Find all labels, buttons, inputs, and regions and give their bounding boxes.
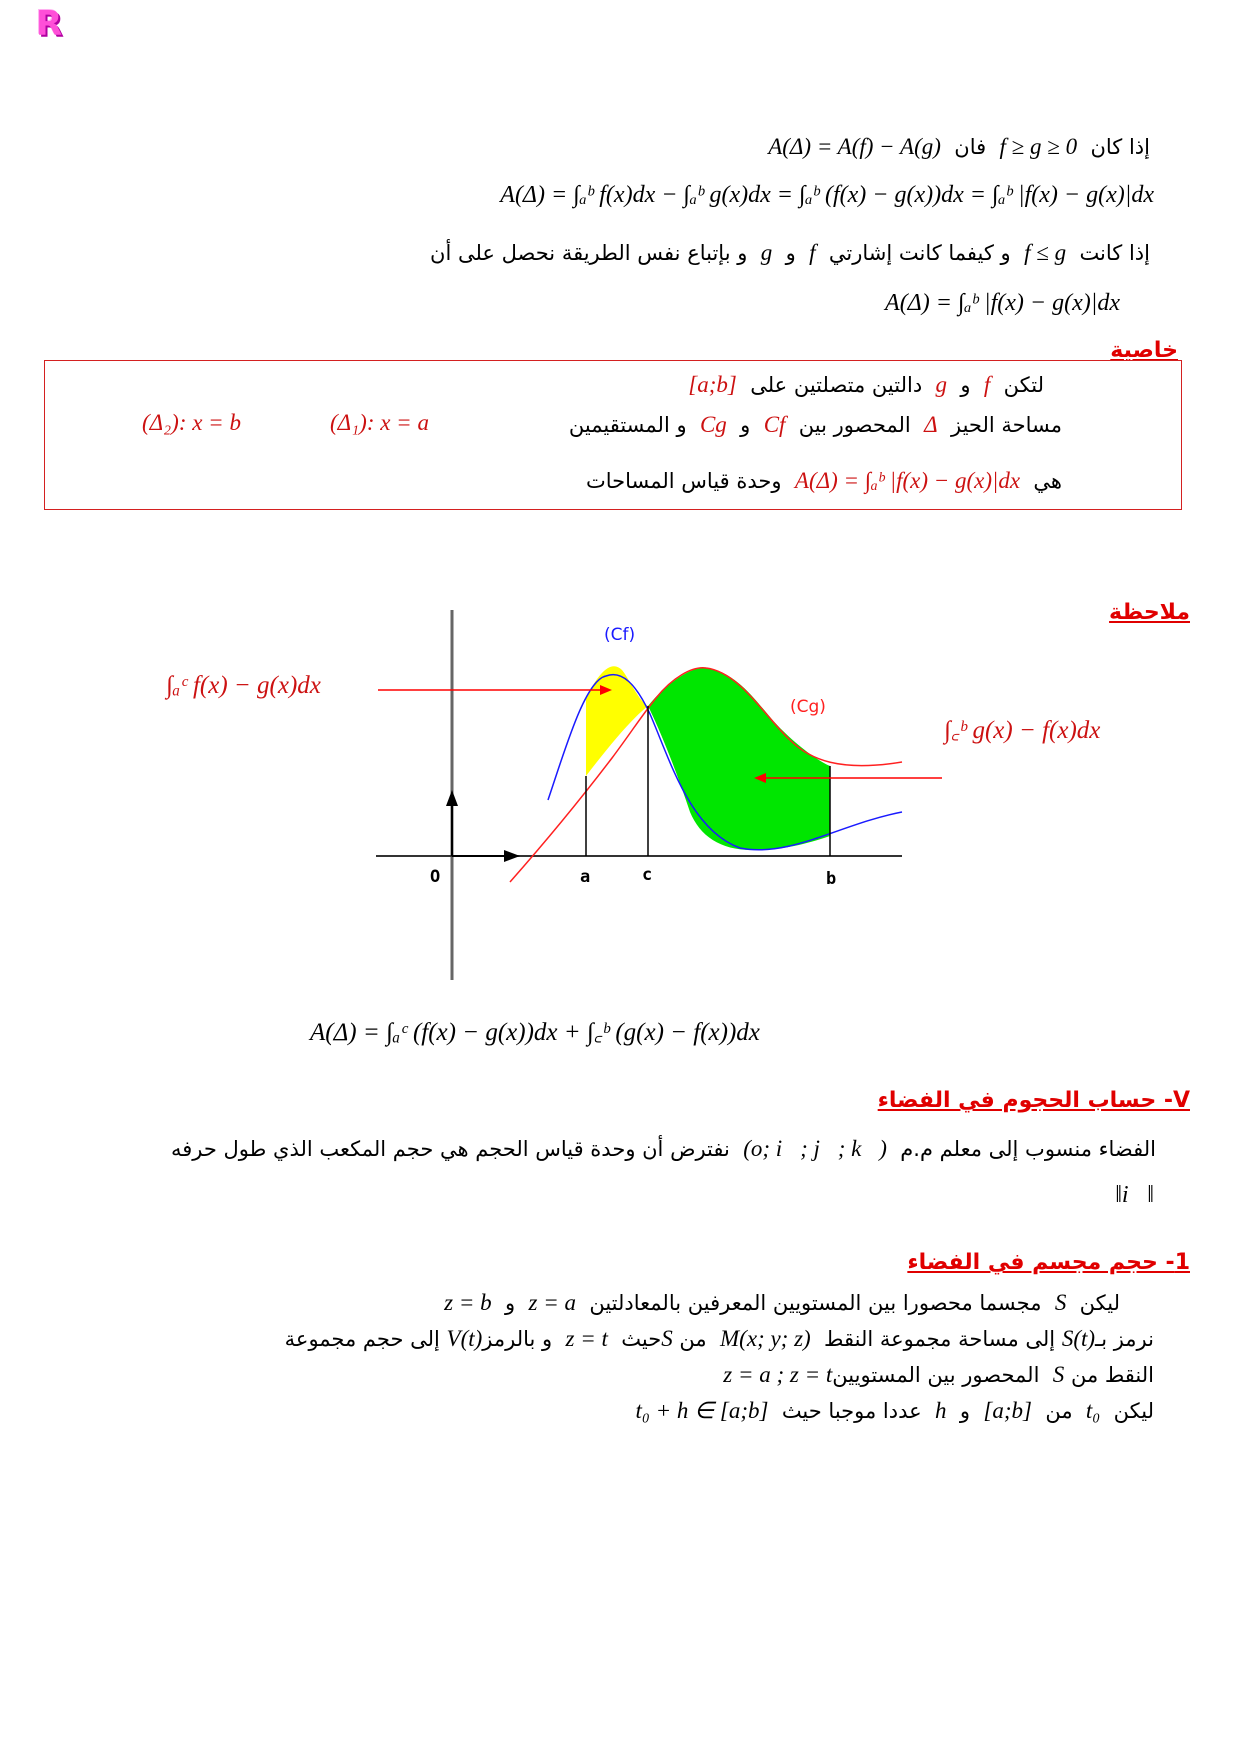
label-cf: (Cf) xyxy=(604,625,636,645)
region-g-above-f xyxy=(648,668,830,850)
symbol-f: f xyxy=(983,372,991,397)
volumes-heading: V- حساب الحجوم في الفضاء xyxy=(877,1088,1190,1113)
text-let: لتكن xyxy=(1003,373,1044,397)
text-and: و xyxy=(740,413,751,437)
condition-f-ge-g: f ≥ g ≥ 0 xyxy=(999,134,1078,159)
text-and: و xyxy=(504,1291,516,1315)
text-solid-between: مجسما محصورا بين المستويين المعرفين بالمعادلتين xyxy=(589,1291,1042,1315)
formula-area-expansion: A(Δ) = ∫ₐᵇ f(x)dx − ∫ₐᵇ g(x)dx = ∫ₐᵇ (f(x) − g(x))dx = ∫ₐᵇ |f(x) − g(x)|dx xyxy=(500,182,1154,208)
text-space-frame: الفضاء منسوب إلى معلم م.م xyxy=(900,1137,1156,1161)
i-vector-arrow xyxy=(504,850,520,862)
solid-line-2 xyxy=(285,1326,1154,1352)
symbol-s: S xyxy=(661,1326,673,1351)
frame-o-i-j-k: (o; i⃗; j⃗; k⃗) xyxy=(743,1136,887,1161)
symbol-delta: Δ xyxy=(924,412,938,437)
label-b: b xyxy=(826,869,837,889)
plane-z-a: z = a xyxy=(528,1290,576,1315)
solid-heading: 1- حجم مجسم في الفضاء xyxy=(907,1250,1190,1275)
symbol-s-t: S(t) xyxy=(1061,1326,1096,1351)
text-of: من xyxy=(679,1327,707,1351)
text-and: و xyxy=(960,373,971,397)
symbol-s: S xyxy=(1054,1290,1067,1315)
symbol-f: f xyxy=(809,240,816,265)
text-is: هي xyxy=(1033,469,1062,493)
text-whatever-signs: و كيفما كانت إشارتي xyxy=(828,241,1011,265)
label-a: a xyxy=(580,867,591,887)
integral-a-to-c: ∫ₐᶜ f(x) − g(x)dx xyxy=(166,672,321,699)
text-bounded-between: المحصور بين xyxy=(798,413,911,437)
text-then: فان xyxy=(954,135,987,159)
text-denote: نرمز بـ xyxy=(1095,1327,1154,1351)
symbol-g: g xyxy=(760,240,773,265)
line-delta-2: (Δ₂): x = b xyxy=(142,410,241,435)
label-c: c xyxy=(642,865,653,885)
text-area-region: مساحة الحيز xyxy=(950,413,1062,437)
line-if-f-ge-g xyxy=(768,134,1150,160)
text-between-planes: المحصور بين المستويين xyxy=(832,1363,1040,1387)
text-and: و xyxy=(959,1399,971,1423)
formula-area-abs: A(Δ) = ∫ₐᵇ |f(x) − g(x)|dx xyxy=(885,290,1120,316)
text-same-method: و بإتباع نفس الطريقة نحصل على أن xyxy=(430,241,748,265)
formula-total-area: A(Δ) = ∫ₐᶜ (f(x) − g(x))dx + ∫꜀ᵇ (g(x) − f(x))dx xyxy=(310,1019,760,1046)
text-volume-set: إلى حجم مجموعة xyxy=(284,1327,440,1351)
property-heading: خاصية xyxy=(1110,338,1178,363)
property-line-1 xyxy=(688,372,1044,398)
property-line-2 xyxy=(569,412,1062,438)
text-and-symbol: و بالرمز xyxy=(482,1327,553,1351)
condition-f-le-g: f ≤ g xyxy=(1024,240,1067,265)
text-area-unit: وحدة قياس المساحات xyxy=(585,469,782,493)
text-let: ليكن xyxy=(1113,1399,1154,1423)
line-delta-1: (Δ₁): x = a xyxy=(330,410,429,435)
text-area-set: إلى مساحة مجموعة النقط xyxy=(824,1327,1056,1351)
planes-z-a-z-t: z = a ; z = t xyxy=(723,1362,833,1387)
formula-area-diff: A(Δ) = A(f) − A(g) xyxy=(768,134,941,159)
note-heading: ملاحظة xyxy=(1109,600,1190,625)
label-origin: O xyxy=(430,867,441,887)
norm-i: ‖i⃗‖ xyxy=(1115,1182,1154,1208)
integral-c-to-b: ∫꜀ᵇ g(x) − f(x)dx xyxy=(944,717,1101,744)
label-cg: (Cg) xyxy=(790,697,826,717)
symbol-cf: Cf xyxy=(763,412,786,437)
symbol-h: h xyxy=(935,1398,947,1423)
text-from: من xyxy=(1045,1399,1073,1423)
line-if-f-le-g xyxy=(430,240,1150,266)
text-where: حيث xyxy=(621,1327,662,1351)
formula-area-property: A(Δ) = ∫ₐᵇ |f(x) − g(x)|dx xyxy=(794,468,1021,493)
interval-a-b: [a;b] xyxy=(983,1398,1032,1423)
volumes-line-1 xyxy=(171,1136,1156,1162)
condition-t0-h: t₀ + h ∈ [a;b] xyxy=(635,1398,769,1423)
logo-mark: R xyxy=(36,4,63,44)
text-and-lines: و المستقيمين xyxy=(568,413,687,437)
text-if: إذا كان xyxy=(1090,135,1150,159)
symbol-t0: t₀ xyxy=(1085,1398,1101,1423)
symbol-cg: Cg xyxy=(699,412,727,437)
property-line-3 xyxy=(586,468,1062,494)
text-if-2: إذا كانت xyxy=(1079,241,1150,265)
solid-line-1 xyxy=(444,1290,1120,1316)
text-let: ليكن xyxy=(1079,1291,1120,1315)
plane-z-t: z = t xyxy=(565,1326,608,1351)
point-m: M(x; y; z) xyxy=(720,1326,811,1351)
solid-line-3 xyxy=(723,1362,1154,1388)
text-positive-number: عددا موجبا حيث xyxy=(781,1399,922,1423)
symbol-g: g xyxy=(935,372,948,397)
text-points-of: النقط من xyxy=(1070,1363,1154,1387)
interval-a-b: [a;b] xyxy=(688,372,737,397)
text-volume-unit: نفترض أن وحدة قياس الحجم هي حجم المكعب الذي طول حرفه xyxy=(170,1137,730,1161)
text-continuous-on: دالتين متصلتين على xyxy=(750,373,923,397)
symbol-v-t: V(t) xyxy=(446,1326,483,1351)
area-graph xyxy=(0,600,1240,1000)
solid-line-4 xyxy=(635,1398,1154,1424)
plane-z-b: z = b xyxy=(444,1290,492,1315)
symbol-s: S xyxy=(1052,1362,1065,1387)
text-and: و xyxy=(785,241,796,265)
